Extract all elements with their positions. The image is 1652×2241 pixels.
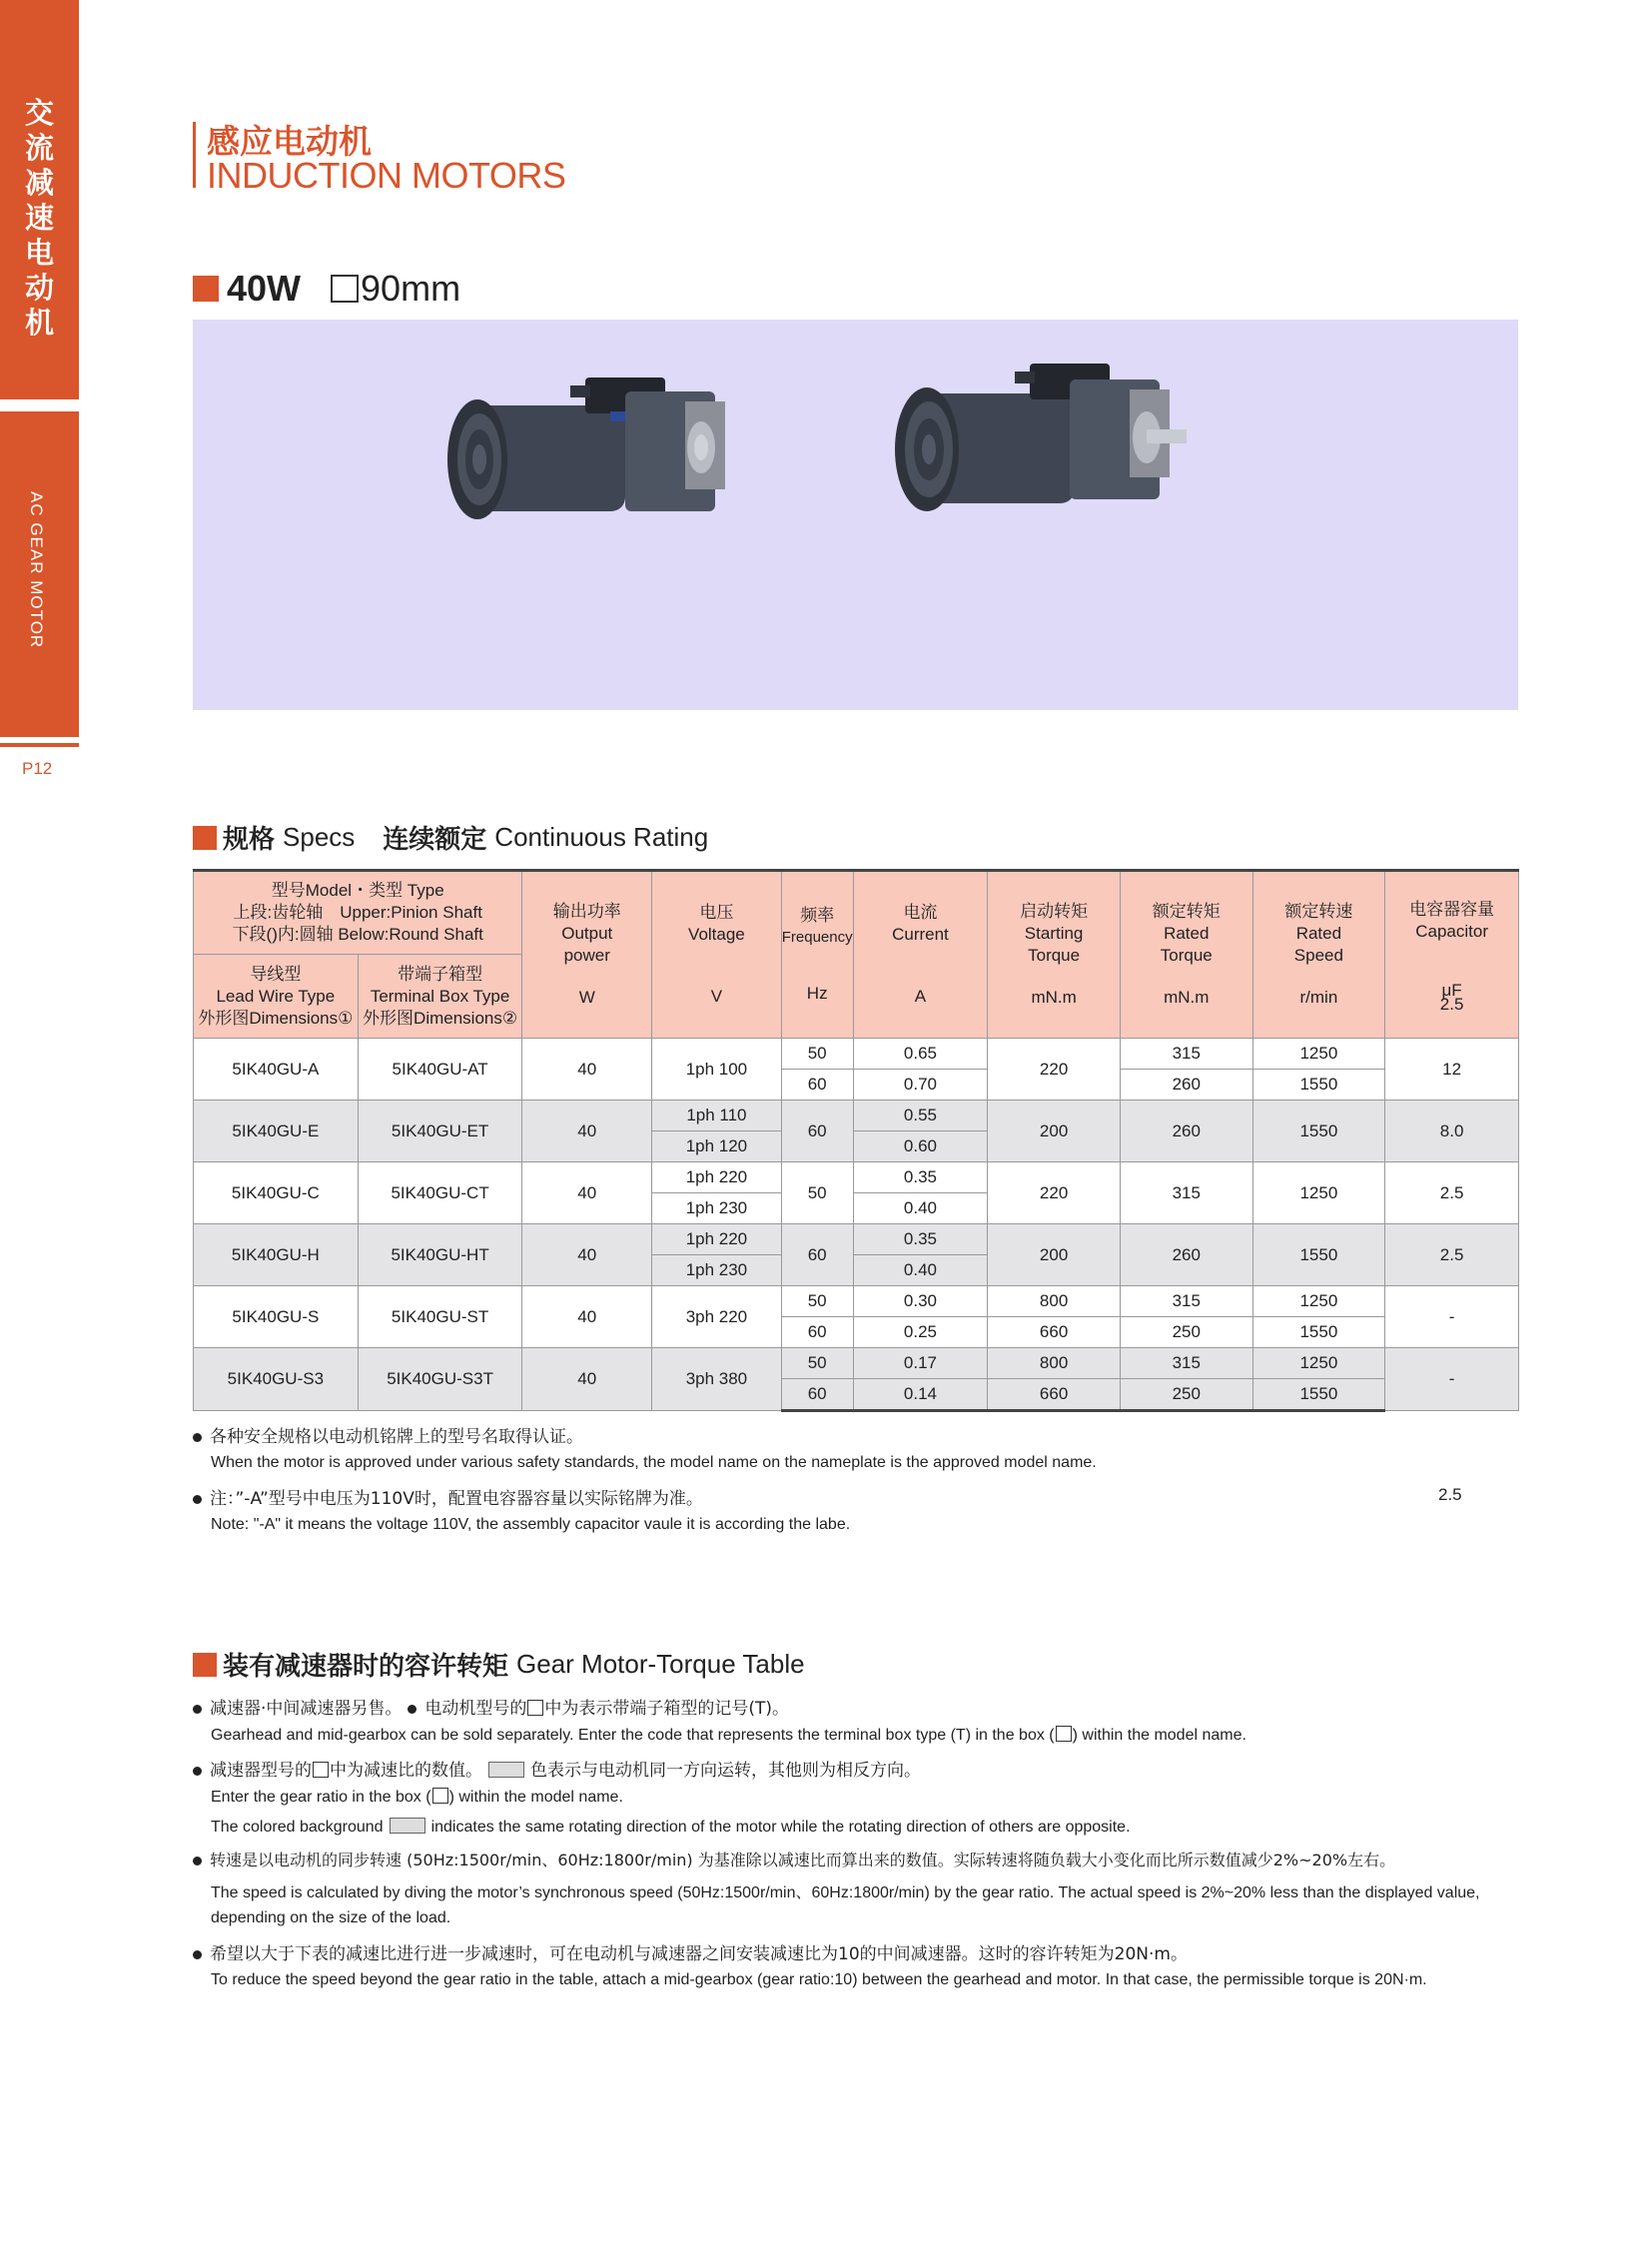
current-cell: 0.35: [853, 1224, 988, 1255]
frequency-cell: 50: [781, 1348, 853, 1379]
capacitor-cell: -: [1385, 1348, 1519, 1411]
power-cell: 40: [522, 1224, 652, 1286]
starting-torque-cell: 220: [988, 1039, 1121, 1101]
table-row: [194, 1039, 1519, 1070]
model-type-header: 型号Model・类型 Type 上段:齿轮轴 Upper:Pinion Shaft 下段()内:圆轴 Below:Round Shaft: [194, 871, 522, 955]
bullet-dot-icon: [193, 1495, 202, 1504]
terminal-box-model: 5IK40GU-S3T: [358, 1348, 522, 1411]
torque-note-4-en: To reduce the speed beyond the gear ratio in the table, attach a mid-gearbox (gear ratio:10) between the gearhead and motor. In that case, the permissible torque is 20N·m.: [211, 1971, 1427, 1988]
sidebar-english-label: AC GEAR MOTOR: [27, 491, 46, 649]
torque-note-1-cn: 减速器·中间减速器另售。 电动机型号的 中为表示带端子箱型的记号(T)。: [193, 1694, 789, 1719]
starting-torque-header: 启动转矩 Starting Torque mN.m: [988, 871, 1121, 1039]
note-safety-en: When the motor is approved under various safety standards, the model name on the nameplate is the approved model name.: [211, 1454, 1097, 1471]
terminal-box-header: 带端子箱型 Terminal Box Type 外形图Dimensions②: [358, 955, 522, 1039]
note-voltage-cn: 注：”-A”型号中电压为110V时，配置电容器容量以实际铭牌为准。: [193, 1484, 703, 1509]
voltage-cell: 1ph 230: [652, 1255, 782, 1286]
rated-speed-cell: 1550: [1252, 1101, 1385, 1162]
voltage-cell: 1ph 230: [652, 1193, 782, 1224]
rated-speed-cell: 1250: [1252, 1162, 1385, 1224]
capacitor-cell: 8.0: [1385, 1101, 1519, 1162]
product-photo-panel: [193, 320, 1518, 710]
starting-torque-cell: 660: [988, 1379, 1121, 1411]
starting-torque-cell: 660: [988, 1317, 1121, 1348]
torque-note-2-en-1: Enter the gear ratio in the box ( ) within the model name.: [211, 1789, 623, 1806]
capacitor-cell: 2.5: [1385, 1224, 1519, 1286]
table-row: [194, 1101, 1519, 1131]
bullet-dot-icon: [193, 1767, 202, 1776]
page-title-en: INDUCTION MOTORS: [207, 155, 566, 196]
sidebar-char: 电: [24, 236, 54, 270]
bullet-dot-icon: [408, 1705, 416, 1714]
bullet-square-icon: [193, 276, 219, 302]
current-cell: 0.25: [853, 1317, 988, 1348]
power-header: 输出功率 Output power W: [522, 871, 652, 1039]
current-cell: 0.17: [853, 1348, 988, 1379]
bullet-square-icon: [193, 826, 217, 850]
rated-speed-cell: 1550: [1252, 1317, 1385, 1348]
rated-speed-header: 额定转速 Rated Speed r/min: [1252, 871, 1385, 1039]
voltage-cell: 3ph 220: [652, 1286, 782, 1348]
torque-title-en: Gear Motor-Torque Table: [516, 1649, 805, 1679]
starting-torque-cell: 200: [988, 1101, 1121, 1162]
rated-speed-cell: 1250: [1252, 1348, 1385, 1379]
power-cell: 40: [522, 1101, 652, 1162]
rated-speed-cell: 1550: [1252, 1224, 1385, 1286]
rated-torque-cell: 250: [1120, 1317, 1252, 1348]
torque-note-3-cn: 转速是以电动机的同步转速 (50Hz:1500r/min、60Hz:1800r/min) 为基准除以减速比而算出来的数值。实际转速将随负载大小变化而比所示数值减少2%~20%左右。: [193, 1848, 1395, 1870]
colored-background-swatch: [488, 1762, 524, 1778]
torque-note-2-cn: 减速器型号的 中为减速比的数值。 色表示与电动机同一方向运转，其他则为相反方向。: [193, 1756, 921, 1781]
capacitor-cell: -: [1385, 1286, 1519, 1348]
torque-note-2-en-2: The colored background indicates the same rotating direction of the motor while the rotating direction of others are opposite.: [211, 1819, 1131, 1836]
voltage-cell: 1ph 220: [652, 1224, 782, 1255]
capacitor-cell: 2.5: [1385, 1162, 1519, 1224]
bullet-dot-icon: [193, 1705, 202, 1714]
rated-torque-cell: 250: [1120, 1379, 1252, 1411]
sidebar-char: 流: [24, 131, 54, 165]
frequency-cell: 60: [781, 1070, 853, 1101]
lead-wire-model: 5IK40GU-S: [194, 1286, 359, 1348]
motor-lead-wire-image: [447, 377, 725, 519]
capacitor-cell: 12: [1385, 1039, 1519, 1101]
current-cell: 0.60: [853, 1131, 988, 1162]
spec-heading: [193, 268, 460, 310]
rated-speed-cell: 1250: [1252, 1039, 1385, 1070]
frame-square-icon: [331, 275, 359, 303]
current-cell: 0.55: [853, 1101, 988, 1131]
current-cell: 0.14: [853, 1379, 988, 1411]
rated-speed-cell: 1550: [1252, 1379, 1385, 1411]
colored-background-swatch: [390, 1818, 425, 1834]
terminal-box-model: 5IK40GU-CT: [358, 1162, 522, 1224]
motor-photos: [193, 320, 1518, 710]
specs-title-cn: 规格: [223, 825, 276, 855]
bullet-dot-icon: [193, 1950, 202, 1959]
torque-note-4-cn: 希望以大于下表的减速比进行进一步减速时，可在电动机与减速器之间安装减速比为10的中间减速器。这时的容许转矩为20N·m。: [193, 1939, 1188, 1964]
power-cell: 40: [522, 1162, 652, 1224]
motor-terminal-box-image: [895, 364, 1187, 511]
frequency-cell: 50: [781, 1039, 853, 1070]
rating-title-en: Continuous Rating: [494, 822, 709, 852]
rated-speed-cell: 1250: [1252, 1286, 1385, 1317]
page-number: P12: [22, 759, 53, 778]
rated-torque-header: 额定转矩 Rated Torque mN.m: [1120, 871, 1252, 1039]
current-cell: 0.40: [853, 1255, 988, 1286]
capacitor-header: 电容器容量 Capacitor μF 2.5: [1385, 871, 1519, 1039]
lead-wire-model: 5IK40GU-E: [194, 1101, 359, 1162]
stray-value: 2.5: [1438, 1485, 1462, 1504]
sidebar-char: 速: [24, 201, 54, 235]
voltage-cell: 3ph 380: [652, 1348, 782, 1411]
box-symbol-icon: [527, 1700, 543, 1716]
current-cell: 0.35: [853, 1162, 988, 1193]
lead-wire-model: 5IK40GU-A: [194, 1039, 359, 1101]
terminal-box-model: 5IK40GU-ST: [358, 1286, 522, 1348]
sidebar-char: 动: [24, 271, 54, 305]
sidebar-char: 交: [24, 96, 54, 130]
voltage-cell: 1ph 120: [652, 1131, 782, 1162]
starting-torque-cell: 800: [988, 1286, 1121, 1317]
wattage: 40W: [227, 268, 302, 309]
frequency-cell: 60: [781, 1101, 853, 1162]
specs-title-en: Specs: [283, 822, 356, 852]
rated-torque-cell: 260: [1120, 1101, 1252, 1162]
frequency-cell: 50: [781, 1162, 853, 1224]
rated-torque-cell: 315: [1120, 1348, 1252, 1379]
lead-wire-model: 5IK40GU-S3: [194, 1348, 359, 1411]
starting-torque-cell: 800: [988, 1348, 1121, 1379]
sidebar-char: 机: [24, 306, 54, 340]
torque-note-1-en: Gearhead and mid-gearbox can be sold separately. Enter the code that represents the terminal box type (T) in the box ( ) within the model name.: [211, 1727, 1246, 1744]
torque-title-cn: 装有减速器时的容许转矩: [223, 1652, 509, 1682]
lead-wire-header: 导线型 Lead Wire Type 外形图Dimensions①: [194, 955, 359, 1039]
voltage-cell: 1ph 110: [652, 1101, 782, 1131]
power-cell: 40: [522, 1348, 652, 1411]
page-title-cn: 感应电动机: [207, 122, 372, 161]
rating-title-cn: 连续额定: [383, 825, 487, 855]
rated-torque-cell: 260: [1120, 1070, 1252, 1101]
bullet-dot-icon: [193, 1433, 202, 1442]
frame-size: 90mm: [361, 268, 461, 309]
rated-torque-cell: 315: [1120, 1286, 1252, 1317]
power-cell: 40: [522, 1286, 652, 1348]
torque-note-3-en-1: The speed is calculated by diving the motor’s synchronous speed (50Hz:1500r/min、60Hz:1800r/min) by the gear ratio. The actual speed is 2%~20% less than the displayed value,: [211, 1884, 1480, 1901]
torque-section-heading: [193, 1646, 805, 1683]
current-cell: 0.65: [853, 1039, 988, 1070]
bullet-square-icon: [193, 1653, 217, 1677]
table-row: [194, 1286, 1519, 1317]
frequency-header: 频率 Frequency Hz: [781, 871, 853, 1039]
terminal-box-model: 5IK40GU-HT: [358, 1224, 522, 1286]
bullet-dot-icon: [193, 1857, 202, 1866]
title-accent-bar: [193, 122, 196, 188]
sidebar-divider: [0, 743, 79, 747]
sidebar-char: 减: [24, 166, 54, 200]
power-cell: 40: [522, 1039, 652, 1101]
current-cell: 0.30: [853, 1286, 988, 1317]
rated-torque-cell: 315: [1120, 1162, 1252, 1224]
note-safety-cn: 各种安全规格以电动机铭牌上的型号名取得认证。: [193, 1422, 583, 1447]
terminal-box-model: 5IK40GU-AT: [358, 1039, 522, 1101]
rated-torque-cell: 315: [1120, 1039, 1252, 1070]
voltage-header: 电压 Voltage V: [652, 871, 782, 1039]
starting-torque-cell: 200: [988, 1224, 1121, 1286]
spec-table: [193, 869, 1519, 1412]
current-cell: 0.70: [853, 1070, 988, 1101]
lead-wire-model: 5IK40GU-H: [194, 1224, 359, 1286]
table-row: [194, 1162, 1519, 1193]
frequency-cell: 60: [781, 1379, 853, 1411]
table-row: [194, 1224, 1519, 1255]
torque-note-3-en-2: depending on the size of the load.: [211, 1909, 451, 1926]
starting-torque-cell: 220: [988, 1162, 1121, 1224]
frequency-cell: 60: [781, 1317, 853, 1348]
current-cell: 0.40: [853, 1193, 988, 1224]
voltage-cell: 1ph 220: [652, 1162, 782, 1193]
box-symbol-icon: [432, 1788, 448, 1804]
table-row: [194, 1348, 1519, 1379]
spec-table-body: [194, 1039, 1519, 1411]
lead-wire-model: 5IK40GU-C: [194, 1162, 359, 1224]
rated-torque-cell: 260: [1120, 1224, 1252, 1286]
sidebar-chapter-title: [0, 96, 79, 341]
voltage-cell: 1ph 100: [652, 1039, 782, 1101]
box-symbol-icon: [1056, 1726, 1072, 1742]
terminal-box-model: 5IK40GU-ET: [358, 1101, 522, 1162]
frequency-cell: 60: [781, 1224, 853, 1286]
note-voltage-en: Note: "-A" it means the voltage 110V, the assembly capacitor vaule it is according the labe.: [211, 1516, 851, 1533]
box-symbol-icon: [313, 1762, 329, 1778]
rated-speed-cell: 1550: [1252, 1070, 1385, 1101]
current-header: 电流 Current A: [853, 871, 988, 1039]
frequency-cell: 50: [781, 1286, 853, 1317]
specs-section-heading: [193, 819, 708, 856]
